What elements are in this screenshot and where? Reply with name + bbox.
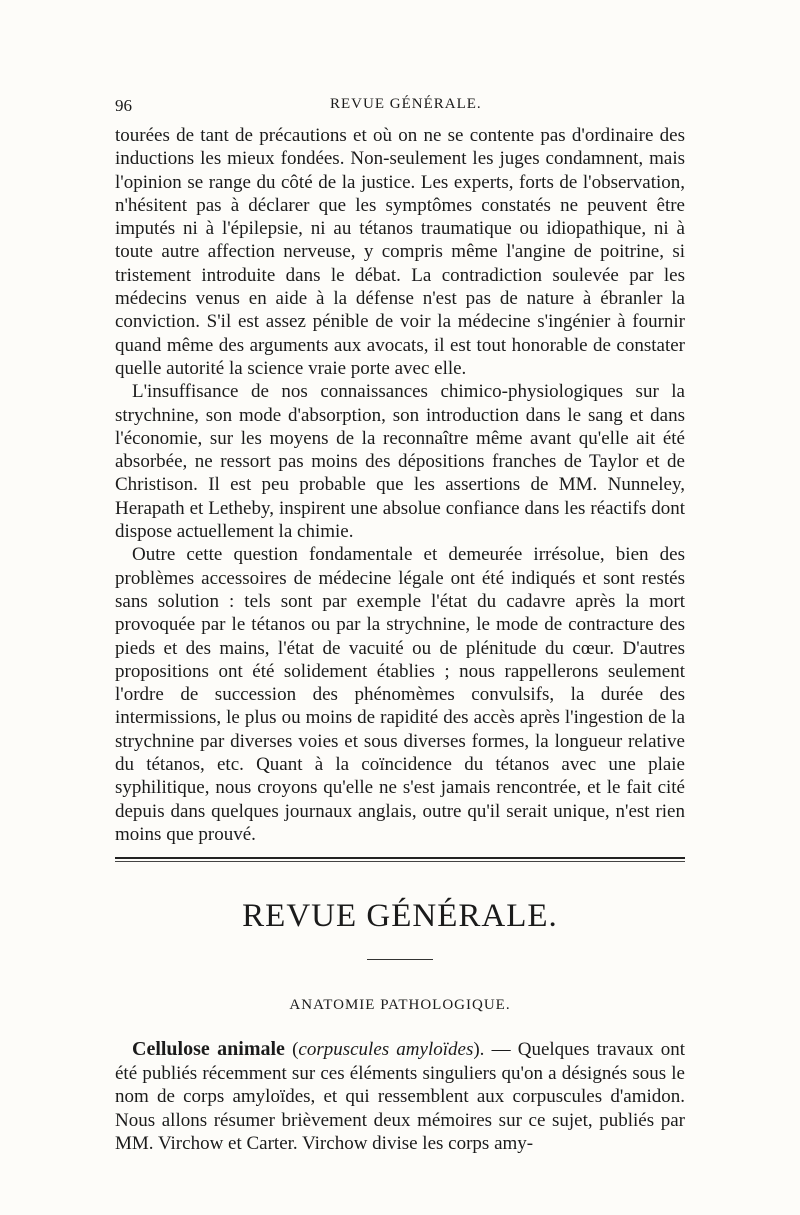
running-head bbox=[115, 96, 685, 120]
section-title: REVUE GÉNÉRALE. bbox=[242, 898, 558, 934]
article-title: Cellulose animale bbox=[132, 1038, 285, 1060]
title-underline bbox=[367, 959, 433, 960]
article-body: Quelques travaux ont été publiés récemment sur ces éléments singuliers qu'on a désignés sous le nom de corps amyloïdes, et qui ressemblent aux corpuscules d'amidon. Nous allons résumer brièvement deux mémoires sur ce sujet, publiés par MM. Virchow et Carter. Virchow divise les corps amy- bbox=[115, 1039, 686, 1154]
running-title: REVUE GÉNÉRALE. bbox=[330, 96, 482, 112]
article-subtitle: corpuscules amyloïdes bbox=[298, 1039, 474, 1060]
section-divider bbox=[115, 857, 685, 862]
paragraph: L'insuffisance de nos connaissances chimico-physiologiques sur la strychnine, son mode d'absorption, son introduction dans le sang et dans l'économie, sur les moyens de la reconnaître même avant qu'elle ait été absorbée, ne ressort pas moins des dépositions franches de Taylor et de Christison. Il est peu probable que les assertions de MM. Nunneley, Herapath et Letheby, inspirent une absolue confiance dans les réactifs dont dispose actuellement la chimie. bbox=[115, 381, 685, 543]
subsection-title: ANATOMIE PATHOLOGIQUE. bbox=[289, 997, 511, 1013]
article-paragraph bbox=[115, 1038, 685, 1156]
body-text bbox=[115, 124, 685, 846]
paragraph: tourées de tant de précautions et où on ne se contente pas d'ordinaire des inductions les mieux fondées. Non-seulement les juges condamnent, mais l'opinion se range du côté de la justice. Les experts, forts de l'observation, n'hésitent pas à déclarer que les symptômes constatés ne peuvent être imputés ni à l'épilepsie, ni au tétanos traumatique ou idiopathique, ni à toute autre affection nerveuse, y compris même l'angine de poitrine, si tristement introduite dans le débat. La contradiction soulevée par les médecins venus en aide à la défense n'est pas de nature à ébranler la conviction. S'il est assez pénible de voir la médecine s'ingénier à fournir quand même des arguments aux avocats, il est tout honorable de constater quelle autorité la science vraie porte avec elle. bbox=[115, 125, 685, 379]
article-subtitle-close: ). — bbox=[473, 1039, 518, 1060]
article bbox=[115, 1038, 685, 1156]
article-subtitle-open: ( bbox=[284, 1039, 299, 1060]
paragraph: Outre cette question fondamentale et demeurée irrésolue, bien des problèmes accessoires de médecine légale ont été indiqués et sont restés sans solution : tels sont par exemple l'état du cadavre après la mort provoquée par le tétanos ou par la strychnine, le mode de contracture des pieds et des mains, l'état de vacuité ou de plénitude du cœur. D'autres propositions ont été solidement établies ; nous rappellerons seulement l'ordre de succession des phénomèmes convulsifs, la durée des intermissions, le plus ou moins de rapidité des accès après l'ingestion de la strychnine par diverses voies et sous diverses formes, la longueur relative du tétanos, etc. Quant à la coïncidence du tétanos avec une plaie syphilitique, nous croyons qu'elle ne s'est jamais rencontrée, et le fait cité depuis dans quelques journaux anglais, outre qu'il serait unique, n'est rien moins que prouvé. bbox=[115, 544, 685, 845]
page-number: 96 bbox=[115, 96, 132, 115]
